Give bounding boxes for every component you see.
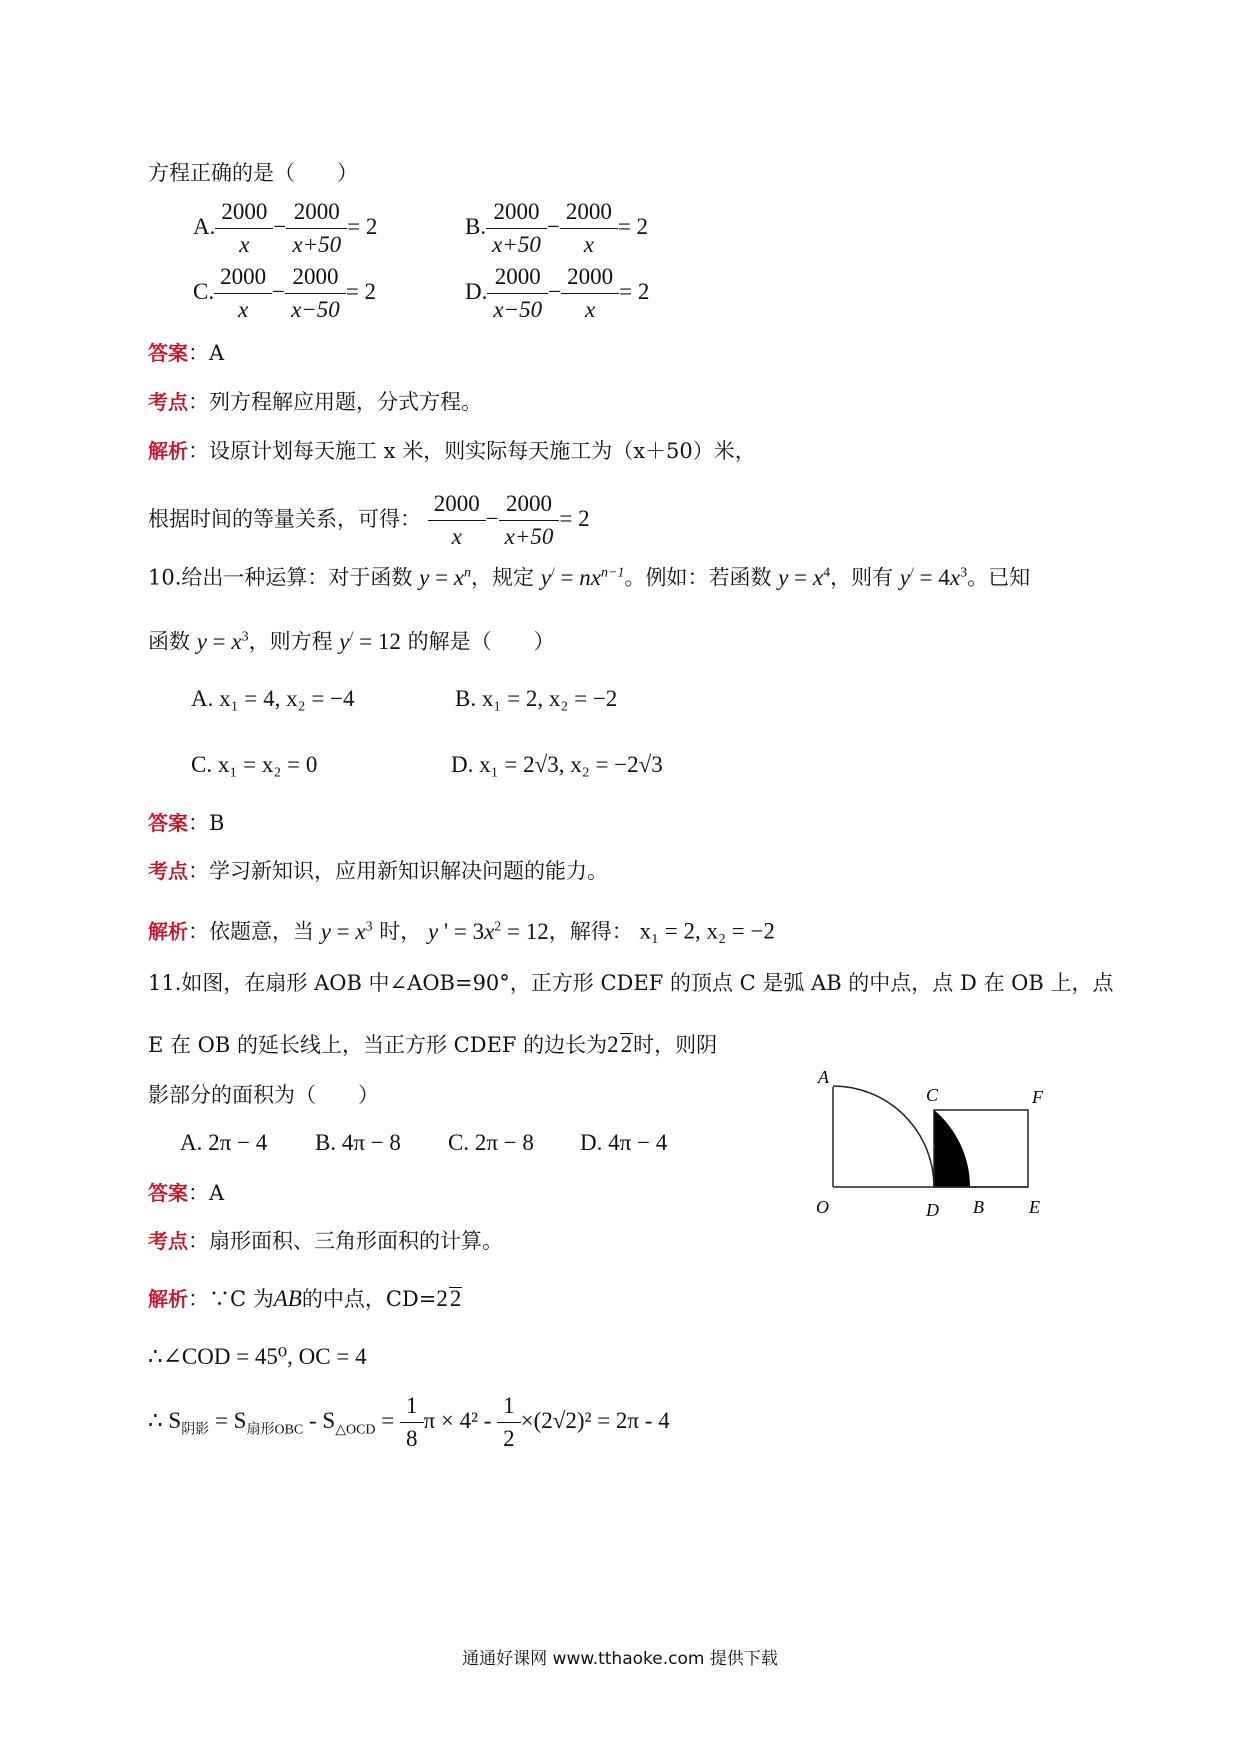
q10-option-c: C. x₁ = x₂ = 0 — [191, 752, 318, 777]
q9-analysis: 解析：设原计划每天施工 x 米，则实际每天施工为（x＋50）米， — [148, 439, 756, 463]
q11-option-b: B. 4π − 8 — [315, 1130, 401, 1155]
q11-step2: ∴ $S_{阴影} = S_{扇形OBC} - S_{\triangle OCD}$ = $\frac{1}{8}$ π × 4² - $\frac{1}{2}$ ×(2√2)² = 2π - 4 — [148, 1393, 670, 1451]
label-c: C — [926, 1085, 939, 1105]
q9-option-b: B. $\frac{2000}{x+50}$ − $\frac{2000}{x}$ = 2 — [465, 199, 649, 257]
q11-step1: ∴∠COD = 45⁰, OC = 4 — [148, 1344, 367, 1369]
label-b: B — [973, 1197, 984, 1217]
label-o: O — [816, 1197, 829, 1217]
q10-option-d: D. x₁ = 2√3, x₂ = −2√3 — [451, 752, 663, 777]
label-a: A — [818, 1067, 829, 1087]
point-label: 考点 — [148, 859, 188, 883]
q9-analysis-line2: 根据时间的等量关系，可得： $\frac{2000}{x}$ − $\frac{2000}{x+50}$ = 2 — [148, 491, 590, 549]
q11-option-c: C. 2π − 8 — [448, 1130, 534, 1155]
q11-analysis: 解析：∵C 为AB的中点，CD=22 — [148, 1286, 462, 1311]
q10-option-a: A. x₁ = 4, x₂ = −4 — [191, 686, 355, 711]
shaded-region — [934, 1110, 970, 1187]
q11-option-a: A. 2π − 4 — [180, 1130, 268, 1155]
q9-answer: 答案：A — [148, 341, 225, 365]
q10-answer: 答案：B — [148, 811, 225, 835]
q11-point: 考点：扇形面积、三角形面积的计算。 — [148, 1229, 503, 1253]
q10-point: 考点：学习新知识，应用新知识解决问题的能力。 — [148, 859, 608, 883]
q10-line1: 10.给出一种运算：对于函数 $y = x^n$，规定 $y^/ = nx^{n-1}$。例如：若函数 $y = x^4$，则有 $y^/ = 4x^3$。已知 — [148, 564, 1031, 590]
analysis-label: 解析 — [148, 439, 188, 463]
q11-answer: 答案：A — [148, 1181, 225, 1205]
q11-option-d: D. 4π − 4 — [580, 1130, 668, 1155]
point-label: 考点 — [148, 390, 188, 414]
q11-line1: 11.如图，在扇形 AOB 中∠AOB=90°，正方形 CDEF 的顶点 C 是弧 AB 的中点，点 D 在 OB 上，点 — [148, 971, 1114, 995]
q10-line2: 函数 $y = x^3$，则方程 y/ = 12 的解是（ ） — [148, 628, 555, 654]
analysis-label: 解析 — [148, 919, 188, 944]
q9-stem-tail: 方程正确的是（ ） — [148, 161, 358, 185]
arc-ab — [833, 1086, 934, 1187]
point-label: 考点 — [148, 1229, 188, 1253]
label-d: D — [926, 1200, 939, 1220]
q10-analysis: 解析：依题意，当 $y = x^3$ 时， y ' = $3x^2 = 12$，解得： x₁ = 2, x₂ = −2 — [148, 918, 775, 944]
answer-label: 答案 — [148, 811, 188, 835]
label-f: F — [1032, 1087, 1043, 1107]
q9-option-d: D. $\frac{2000}{x-50}$ − $\frac{2000}{x}$ = 2 — [465, 264, 650, 322]
answer-label: 答案 — [148, 341, 188, 365]
page-footer: 通通好课网 www.tthaoke.com 提供下载 — [462, 1649, 778, 1669]
q9-point: 考点：列方程解应用题，分式方程。 — [148, 390, 482, 414]
q9-option-c: C. $\frac{2000}{x}$ − $\frac{2000}{x-50}$ = 2 — [193, 264, 377, 322]
answer-label: 答案 — [148, 1181, 188, 1205]
sector-square-figure — [810, 1035, 1070, 1235]
q11-line2: E 在 OB 的延长线上，当正方形 CDEF 的边长为22时，则阴 — [148, 1032, 718, 1057]
label-e: E — [1029, 1197, 1040, 1217]
q10-option-b: B. x₁ = 2, x₂ = −2 — [455, 686, 618, 711]
analysis-label: 解析 — [148, 1287, 188, 1311]
q11-line3: 影部分的面积为（ ） — [148, 1083, 379, 1107]
q9-option-a: A. $\frac{2000}{x}$ − $\frac{2000}{x+50}$ = 2 — [193, 199, 378, 257]
